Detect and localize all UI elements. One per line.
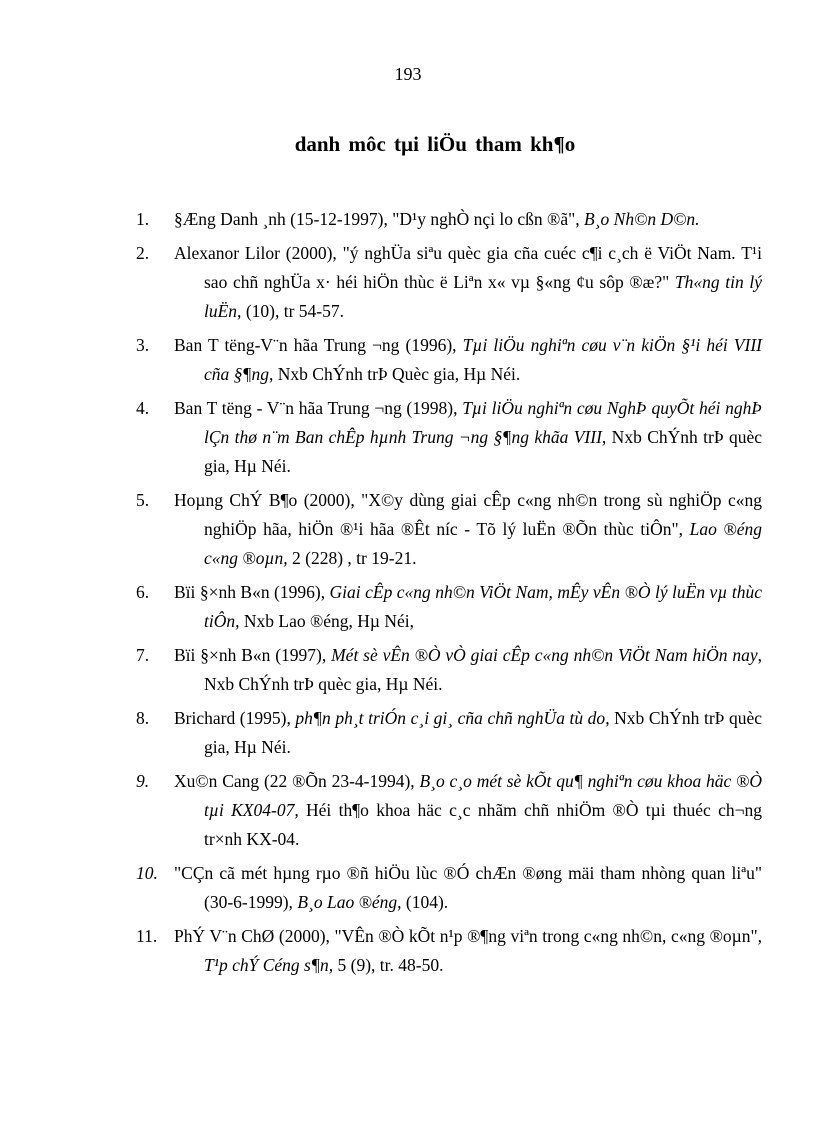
reference-item: [0, 205, 816, 234]
reference-text: Alexanor Lilor (2000), "ý nghÜa siªu quèc gia cña cuéc c¶i c¸ch ë ViÖt Nam. T¹i sao chñ nghÜa x· héi hiÖn thùc ë Liªn x« vµ §«ng ¢u sôp ®æ?": [174, 243, 762, 292]
reference-number: 8.: [136, 708, 150, 728]
reference-text: 2 (228) , tr 19-21.: [287, 548, 417, 568]
reference-source-title: Mét sè vÊn ®Ò vÒ giai cÊp c«ng nh©n ViÖt Nam hiÖn nay: [331, 645, 758, 665]
reference-source-title: B¸o c¸o mét sè kÕt qu¶ nghiªn cøu khoa häc ®Ò tµi KX04-07,: [204, 771, 762, 820]
reference-text: Xu©n Cang (22 ®Õn 23-4-1994),: [174, 771, 420, 791]
reference-text: Bïi §×nh B«n (1996),: [174, 582, 330, 602]
reference-number: 6.: [136, 582, 150, 602]
reference-item: [0, 239, 816, 326]
reference-text: 5 (9), tr. 48-50.: [333, 955, 444, 975]
reference-text: Ban T tëng-V¨n hãa Trung ¬ng (1996),: [174, 335, 463, 355]
reference-number: 5.: [136, 490, 150, 510]
reference-number: 3.: [136, 335, 150, 355]
reference-text: "CÇn cã mét hµng rµo ®ñ hiÖu lùc ®Ó chÆn ®øng mäi tham nhòng quan liªu" (30-6-1999),: [174, 863, 762, 912]
reference-item: [0, 331, 816, 389]
reference-item: [0, 578, 816, 636]
reference-item: [0, 486, 816, 573]
reference-item: [0, 767, 816, 854]
reference-number: 7.: [136, 645, 150, 665]
reference-source-title: B¸o Lao ®éng,: [297, 892, 402, 912]
reference-text: , Nxb ChÝnh trÞ Quèc gia, Hµ Néi.: [269, 364, 521, 384]
reference-item: [0, 394, 816, 481]
reference-source-title: Tµi liÖu nghiªn cøu NghÞ quyÕt héi nghÞ lÇn thø n¨m Ban chÊp hµnh Trung ¬ng §¶ng khãa VIII,: [204, 398, 763, 447]
reference-source-title: Tµi liÖu nghiªn cøu v¨n kiÖn §¹i héi VIII cña §¶ng: [204, 335, 762, 384]
reference-text: , Nxb ChÝnh trÞ quèc gia, Hµ Néi.: [204, 708, 762, 757]
reference-source-title: Lao ®éng c«ng ®oµn,: [204, 519, 762, 568]
reference-text: Nxb ChÝnh trÞ quèc gia, Hµ Néi.: [204, 427, 762, 476]
reference-text: , Nxb ChÝnh trÞ quèc gia, Hµ Néi.: [204, 645, 762, 694]
reference-item: [0, 704, 816, 762]
reference-number: 4.: [136, 398, 150, 418]
reference-source-title: B¸o Nh©n D©n.: [584, 209, 700, 229]
reference-text: Héi th¶o khoa häc c¸c nhãm chñ nhiÖm ®Ò tµi thuéc ch¬ng tr×nh KX-04.: [204, 800, 763, 849]
reference-text: §Æng Danh ¸nh (15-12-1997), "D¹y nghÒ nçi lo cßn ®ã",: [174, 209, 584, 229]
reference-number: 9.: [136, 771, 150, 791]
page-number: 193: [394, 64, 422, 84]
reference-item: [0, 641, 816, 699]
reference-source-title: T¹p chÝ Céng s¶n,: [204, 955, 334, 975]
reference-item: [0, 922, 816, 980]
reference-text: PhÝ V¨n ChØ (2000), "VÊn ®Ò kÕt n¹p ®¶ng viªn trong c«ng nh©n, c«ng ®oµn",: [174, 926, 762, 946]
reference-text: Hoµng ChÝ B¶o (2000), "X©y dùng giai cÊp c«ng nh©n trong sù nghiÖp c«ng nghiÖp hãa, hiÖn ®¹i hãa ®Êt níc - Tõ lý luËn ®Õn thùc tiÔn",: [174, 490, 762, 539]
reference-item: [0, 859, 816, 917]
reference-number: 2.: [136, 243, 150, 263]
reference-number: 11.: [136, 926, 158, 946]
reference-source-title: Giai cÊp c«ng nh©n ViÖt Nam, mÊy vÊn ®Ò lý luËn vµ thùc tiÔn,: [204, 582, 762, 631]
reference-number: 10.: [136, 863, 158, 883]
reference-source-title: ph¶n ph¸t triÓn c¸i gi¸ cña chñ nghÜa tù do: [295, 708, 606, 728]
reference-text: Ban T tëng - V¨n hãa Trung ¬ng (1998),: [174, 398, 463, 418]
reference-number: 1.: [136, 209, 150, 229]
reference-text: (104).: [401, 892, 449, 912]
reference-text: Bïi §×nh B«n (1997),: [174, 645, 332, 665]
reference-text: (10), tr 54-57.: [241, 301, 344, 321]
reference-source-title: Th«ng tin lý luËn,: [204, 272, 762, 321]
reference-text: Nxb Lao ®éng, Hµ Néi,: [239, 611, 415, 631]
page-title: danh môc tµi liÖu tham kh¶o: [294, 132, 576, 156]
reference-list: [0, 205, 816, 985]
reference-text: Brichard (1995),: [174, 708, 296, 728]
